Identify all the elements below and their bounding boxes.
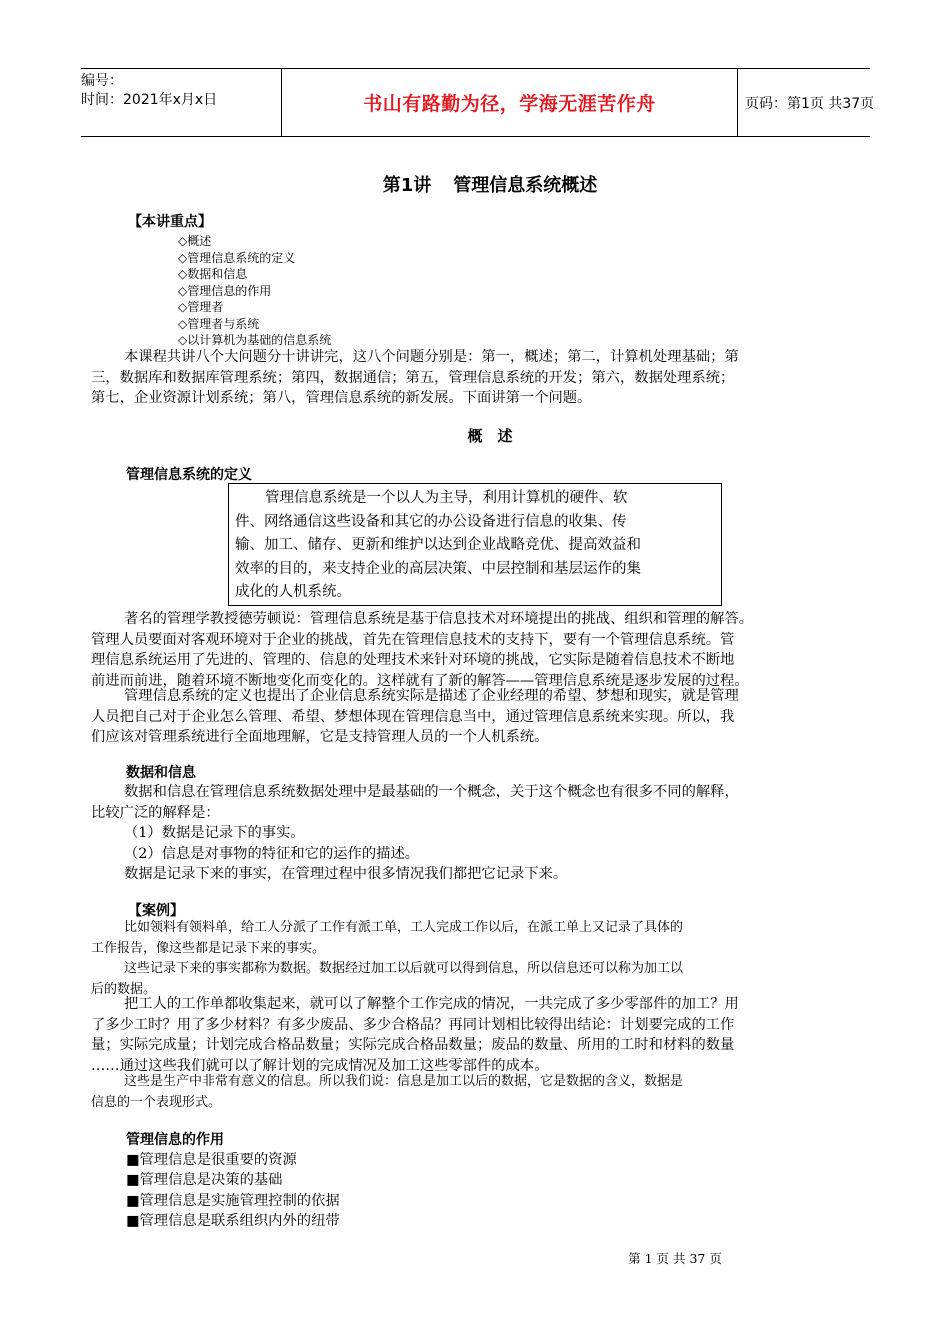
text-line: 数据和信息在管理信息系统数据处理中是最基础的一个概念，关于这个概念也有很多不同的解释， xyxy=(124,784,739,800)
case-paragraph-b xyxy=(91,994,861,1076)
text-line: 工作报告，像这些都是记录下来的事实。 xyxy=(91,940,326,956)
text-line: 量；实际完成量；计划完成合格品数量；实际完成合格品数量；废品的数量、所用的工时和材料的数量 xyxy=(91,1037,735,1053)
header-page-label: 页码：第1页 共37页 xyxy=(745,95,875,112)
text-line: 件、网络通信这些设备和其它的办公设备进行信息的收集、传 xyxy=(235,513,627,530)
key-points-list xyxy=(178,233,331,349)
lecture-number: 第1讲 xyxy=(382,175,432,196)
text-line: 成化的人机系统。 xyxy=(235,584,351,601)
text-line: 管理信息系统的定义也提出了企业信息系统实际是描述了企业经理的希望、梦想和现实，就是管理 xyxy=(124,688,739,704)
text-line: 这些记录下来的事实都称为数据。数据经过加工以后就可以得到信息，所以信息还可以称为加工以 xyxy=(124,961,684,976)
text-line: （1）数据是记录下的事实。 xyxy=(124,825,305,841)
section-heading-overview: 概 述 xyxy=(467,427,513,445)
role-heading: 管理信息的作用 xyxy=(126,1132,224,1148)
text-line: 理信息系统运用了先进的、管理的、信息的处理技术来针对环境的挑战，它实际是随着信息技术不断地 xyxy=(91,652,735,668)
data-info-paragraph xyxy=(91,782,861,885)
definition-heading: 管理信息系统的定义 xyxy=(126,467,252,483)
text-line: 第七，企业资源计划系统；第八，管理信息系统的新发展。下面讲第一个问题。 xyxy=(91,390,592,406)
list-item: ◇概述 xyxy=(178,234,212,248)
text-line: 管理信息系统是一个以人为主导，利用计算机的硬件、软 xyxy=(265,490,628,506)
header-time-label: 时间：2021年x月x日 xyxy=(81,92,218,108)
text-line: 著名的管理学教授德劳顿说：管理信息系统是基于信息技术对环境提出的挑战、组织和管理的解答。 xyxy=(124,611,754,627)
case-heading: 【案例】 xyxy=(128,903,184,919)
text-line: 本课程共讲八个大问题分十讲讲完，这八个问题分别是：第一，概述；第二，计算机处理基础；第 xyxy=(124,349,739,365)
header-left-cell xyxy=(81,69,281,139)
text-line: 信息的一个表现形式。 xyxy=(91,1094,222,1110)
page-footer: 第 1 页 共 37 页 xyxy=(628,1251,722,1266)
text-line: 数据是记录下来的事实，在管理过程中很多情况我们都把它记录下来。 xyxy=(124,866,568,882)
lecture-name: 管理信息系统概述 xyxy=(453,175,598,196)
text-line: 这些是生产中非常有意义的信息。所以我们说：信息是加工以后的数据，它是数据的含义，数据是 xyxy=(124,1074,684,1089)
text-line: 了多少工时？用了多少材料？有多少废品、多少合格品？再同计划相比较得出结论：计划要完成的工作 xyxy=(91,1016,735,1033)
text-line: ……通过这些我们就可以了解计划的完成情况及加工这些零部件的成本。 xyxy=(91,1057,549,1074)
text-line: 管理人员要面对客观环境对于企业的挑战，首先在管理信息技术的支持下，要有一个管理信息系统。管 xyxy=(91,631,735,648)
intro-paragraph xyxy=(91,347,861,409)
case-paragraph-c xyxy=(91,1072,861,1113)
list-item: ◇管理者 xyxy=(178,300,224,314)
role-list xyxy=(126,1150,896,1231)
list-item: ■管理信息是决策的基础 xyxy=(126,1172,283,1189)
list-item: ◇数据和信息 xyxy=(178,267,248,281)
text-line: 后的数据。 xyxy=(91,981,157,997)
text-line: 三，数据库和数据库管理系统；第四，数据通信；第五，管理信息系统的开发；第六，数据处理系统； xyxy=(91,369,735,386)
text-line: 人员把自己对于企业怎么管理、希望、梦想体现在管理信息当中，通过管理信息系统来实现。所以，我 xyxy=(91,708,735,725)
text-line: 们应该对管理系统进行全面地理解，它是支持管理人员的一个人机系统。 xyxy=(91,729,549,745)
case-paragraph-a xyxy=(91,918,861,1000)
list-item: ■管理信息是实施管理控制的依据 xyxy=(126,1192,340,1209)
text-line: 把工人的工作单都收集起来，就可以了解整个工作完成的情况，一共完成了多少零部件的加工？用 xyxy=(124,996,739,1012)
list-item: ◇以计算机为基础的信息系统 xyxy=(178,333,332,347)
text-line: 比如领料有领料单，给工人分派了工作有派工单，工人完成工作以后，在派工单上又记录了具体的 xyxy=(124,920,684,935)
header-motto: 书山有路勤为径，学海无涯苦作舟 xyxy=(281,69,738,136)
text-line: 输、加工、储存、更新和维护以达到企业战略竞优、提高效益和 xyxy=(235,537,641,554)
definition-paragraph-1 xyxy=(91,609,861,691)
page-header xyxy=(81,68,875,137)
text-line: （2）信息是对事物的特征和它的运作的描述。 xyxy=(124,845,420,862)
key-points-heading: 【本讲重点】 xyxy=(128,214,212,230)
definition-box xyxy=(228,483,722,606)
definition-paragraph-2 xyxy=(91,686,861,748)
list-item: ◇管理信息系统的定义 xyxy=(178,250,296,265)
page-title xyxy=(0,171,950,197)
list-item: ■管理信息是联系组织内外的纽带 xyxy=(126,1212,340,1229)
data-info-heading: 数据和信息 xyxy=(126,765,196,781)
list-item: ■管理信息是很重要的资源 xyxy=(126,1152,297,1168)
list-item: ◇管理信息的作用 xyxy=(178,283,272,298)
header-number-label: 编号： xyxy=(81,73,123,89)
text-line: 效率的目的，来支持企业的高层决策、中层控制和基层运作的集 xyxy=(235,560,641,577)
list-item: ◇管理者与系统 xyxy=(178,316,260,331)
text-line: 前进而前进，随着环境不断地变化而变化的。这样就有了新的解答——管理信息系统是逐步发展的过程。 xyxy=(91,672,749,689)
text-line: 比较广泛的解释是： xyxy=(91,804,220,821)
